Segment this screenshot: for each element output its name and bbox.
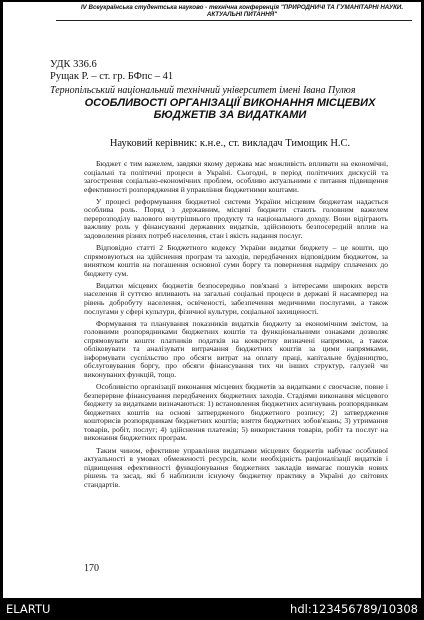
supervisor-line: Науковий керівник: к.н.е., ст. викладач Тимощик Н.С. [109,138,351,149]
page-border-top [0,0,424,2]
conference-header: IV Всеукраїнська студентська науково - технічна конференція "ПРИРОДНИЧІ ТА ГУМАНІТАРНІ НАУКИ. АКТУАЛЬНІ ПИТАННЯ" [80,4,404,19]
author-line: Рущак Р. – ст. гр. БФпс – 41 [50,71,174,82]
udk-code: УДК 336.6 [50,59,97,70]
paragraph: Формування та планування показників видатків бюджету за економічним змістом, за головними розпорядниками бюджетних коштів та функціональними ознаками дозволяє спрямовувати кошти платників податків на конкретну визначені напрямки, а також обліковувати та аналізувати витрачання бюджетних коштів за цими напрямками, інформувати суспільство про обсяги витрат на оплату праці, капітальне будівництво, обслуговування боргу, про обсяги фінансування тих чи інших структур, галузей чи виконуваних функцій, тощо. [84,318,388,379]
paper-title: ОСОБЛИВОСТІ ОРГАНІЗАЦІЇ ВИКОНАННЯ МІСЦЕВИХ БЮДЖЕТІВ ЗА ВИДАТКАМИ [84,97,376,121]
paragraph: Видатки місцевих бюджетів безпосередньо пов'язані з інтересами широких верств населення й суттєво впливають на загальні соціальні процеси в державі й насамперед на рівень добробуту населення, освіченості, забезпечення медичними послугами, а також послугами у сфері культури, фізичної культури, соціальної захищеності. [84,280,388,316]
handle-id: hdl:123456789/10308 [290,602,418,616]
repository-footer [0,598,424,620]
paragraph: Таким чином, ефективне управління видатками місцевих бюджетів набуває особливої актуальності в умовах обмеженості ресурсів, коли необхідність раціоналізації видатків і підвищення ефективності функціонування бюджетних закладів вимагає пошуків нових рішень та засад, які б наблизили існуючу бюджетну практику в Україні до світових стандартів. [84,445,388,489]
repository-name: ELARTU [6,602,51,616]
paragraph: Особливістю організації виконання місцевих бюджетів за видатками є своєчасне, повне і безперервне фінансування передбачених бюджетних заходів. Стадіями виконання місцевого бюджету за видатками визначаються: 1) встановлення бюджетних асигнувань розпорядникам бюджетних коштів на основі затвердженого бюджетного розпису; 2) затвердження кошторисів розпорядникам бюджетних коштів; взяття бюджетних зобов'язань; 3) утримання товарів, робіт, послуг; 4) здійснення платежів; 5) використання товарів, робіт та послуг на виконання бюджетних програм. [84,382,388,443]
body-text [84,160,388,493]
page-number: 170 [84,563,99,574]
paragraph: Бюджет є тим важелем, завдяки якому держава має можливість впливати на економічні, соціальні та політичні процеси в Україні. Сьогодні, в період політичних дискусій та загострення соціально-економічних проблем, особливо актуальними є питання підвищення ефективності розпорядження й управління бюджетними коштами. [84,159,388,194]
paragraph: Відповідно статті 2 Бюджетного кодексу України видатки бюджету – це кошти, що спрямовуються на здійснення програм та заходів, передбачених відповідним бюджетом, за винятком коштів на погашення основної суми боргу та повернення надміру сплачених до бюджету сум. [84,243,388,278]
page-border-left [0,0,3,598]
paragraph: У процесі реформування бюджетної системи України місцевим бюджетам надається особлива роль. Поряд з державним, місцеві бюджети стають головним важелем перерозподілу валового внутрішнього продукту та національного доходу. Вони відіграють важливу роль у фінансуванні державних видатків, здійснюють безпосередній вплив на задоволення різних потреб населення, стан і якість надання послуг. [84,196,388,240]
university-name: Тернопільський національний технічний університет імені Івана Пулюя [50,85,356,96]
header-rule [56,20,412,21]
